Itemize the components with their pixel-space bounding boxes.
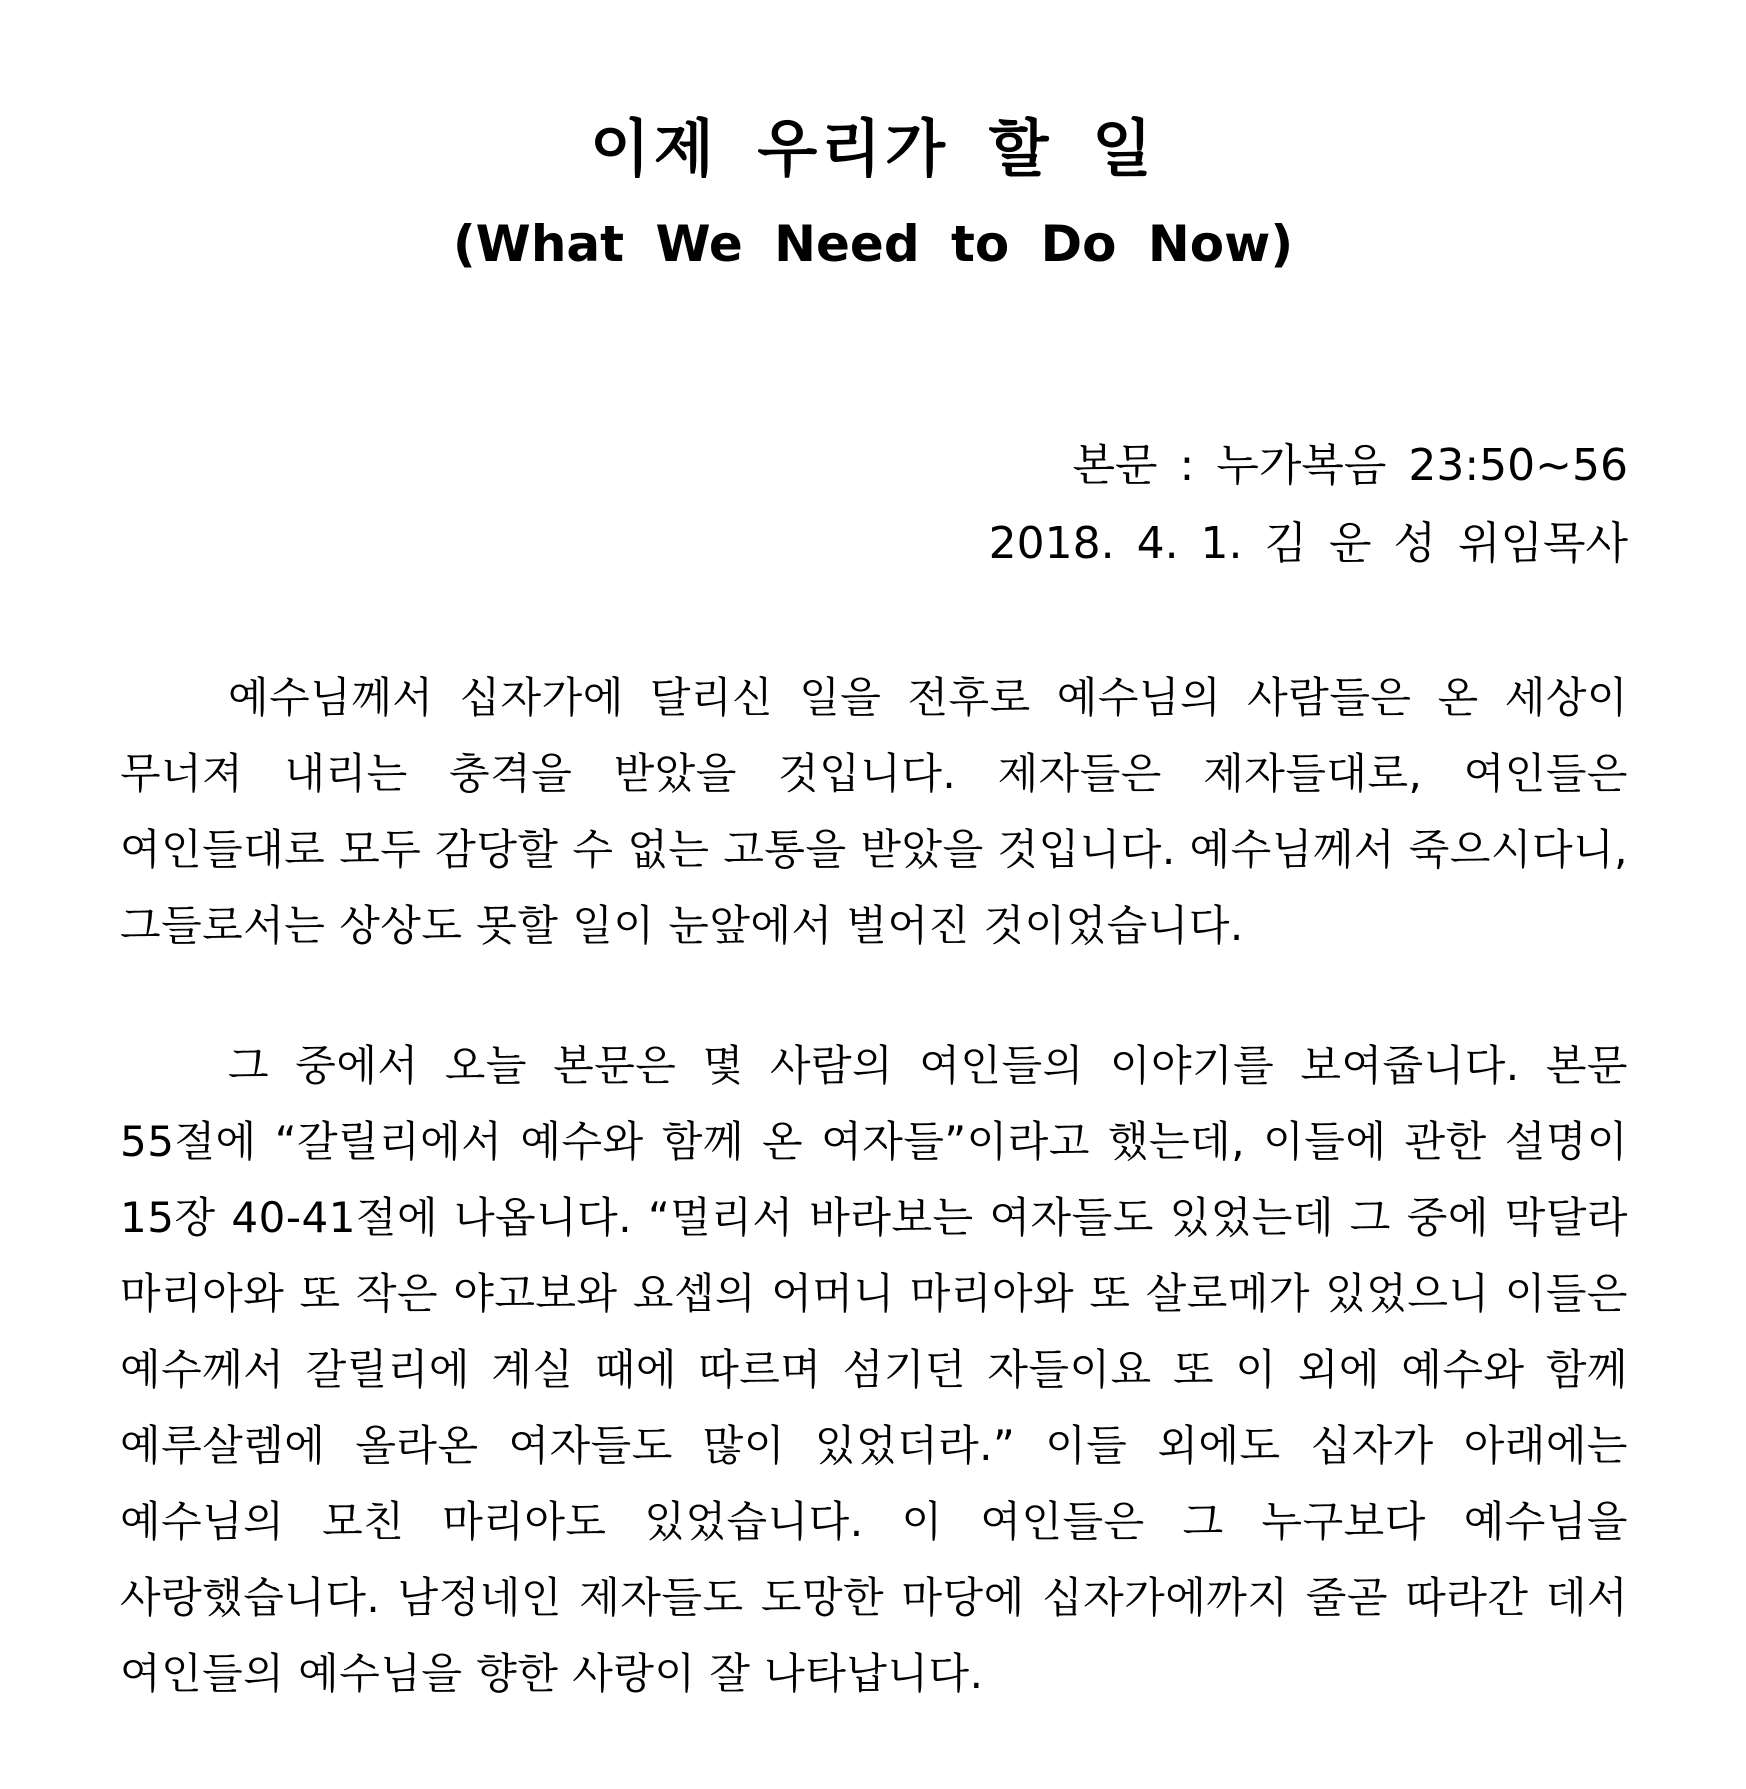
paragraph-text: 그 중에서 오늘 본문은 몇 사람의 여인들의 이야기를 보여줍니다. 본문 55절에 “갈릴리에서 예수와 함께 온 여자들”이라고 했는데, 이들에 관한 설명이 15장 40-41절에 나옵니다. “멀리서 바라보는 여자들도 있었는데 그 중에 막달라 마리아와 또 작은 야고보와 요셉의 어머니 마리아와 또 살로메가 있었으니 이들은 예수께서 갈릴리에 계실 때에 따르며 섬기던 자들이요 또 이 외에 예수와 함께 예루살렘에 올라온 여자들도 많이 있었더라.” 이들 외에도 십자가 아래에는 예수님의 모친 마리아도 있었습니다. 이 여인들은 그 누구보다 예수님을 사랑했습니다. 남정네인 제자들도 도망한 마당에 십자가에까지 줄곧 따라간 데서 여인들의 예수님을 향한 사랑이 잘 나타납니다. [120, 1041, 1628, 1698]
date-and-author: 2018. 4. 1. 김 운 성 위임목사 [988, 518, 1628, 569]
paragraph-text: 예수님께서 십자가에 달리신 일을 전후로 예수님의 사람들은 온 세상이 무너져 내리는 충격을 받았을 것입니다. 제자들은 제자들대로, 여인들은 여인들대로 모두 감당할 수 없는 고통을 받았을 것입니다. 예수님께서 죽으시다니, 그들로서는 상상도 못할 일이 눈앞에서 벌어진 것이었습니다. [120, 673, 1628, 950]
paragraph-1 [120, 660, 1628, 964]
paragraph-2 [120, 1028, 1628, 1712]
document-title: 이제 우리가 할 일 [590, 112, 1156, 185]
scripture-passage: 본문 : 누가복음 23:50~56 [1072, 440, 1628, 491]
document-subtitle: (What We Need to Do Now) [452, 215, 1294, 273]
